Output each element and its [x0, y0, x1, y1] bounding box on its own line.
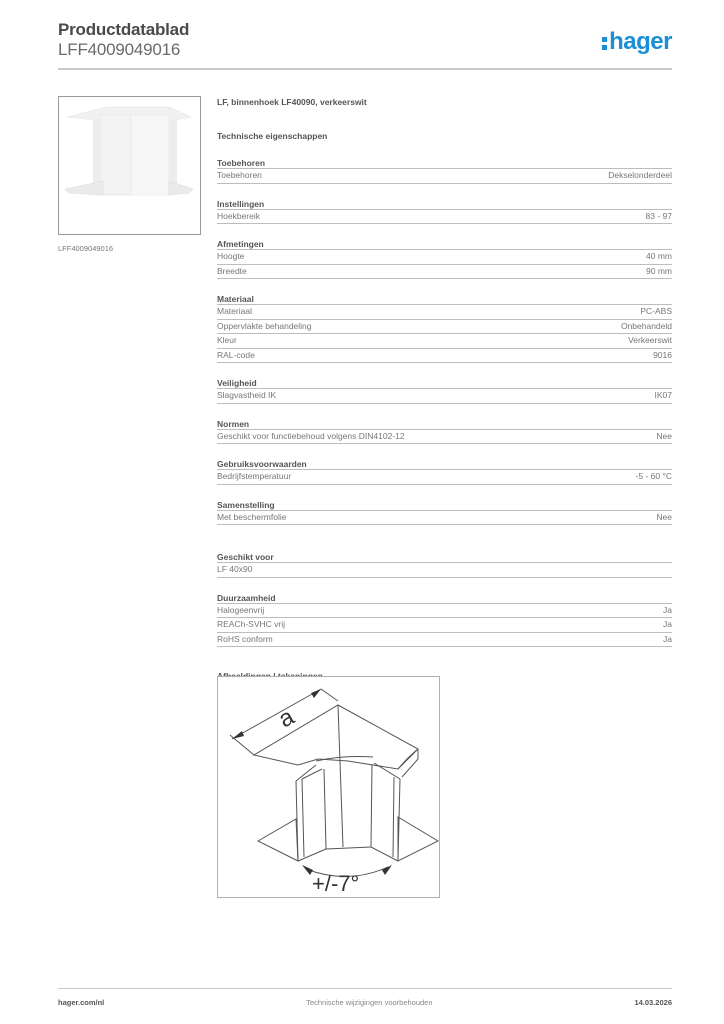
spec-label: LF 40x90: [217, 564, 253, 574]
spec-value: Ja: [663, 633, 672, 644]
group-title: Instellingen: [217, 198, 672, 210]
spec-label: RAL-code: [217, 349, 255, 360]
spec-value: IK07: [654, 390, 672, 400]
technical-section-title: Technische eigenschappen: [217, 131, 328, 141]
spec-value: 90 mm: [646, 265, 672, 276]
footer-disclaimer: Technische wijzigingen voorbehouden: [306, 998, 433, 1007]
group-title: Geschikt voor: [217, 551, 672, 563]
spec-value: Verkeerswit: [628, 335, 672, 345]
spec-value: 83 - 97: [645, 210, 672, 221]
spec-label: Met beschermfolie: [217, 511, 287, 522]
spec-group-veiligheid: [217, 377, 672, 404]
group-title: Normen: [217, 418, 672, 430]
hager-logo: [602, 28, 672, 56]
spec-label: Materiaal: [217, 306, 252, 316]
spec-row: [217, 265, 672, 280]
group-title: Toebehoren: [217, 157, 672, 169]
spec-label: Geschikt voor functiebehoud volgens DIN4102-12: [217, 430, 405, 441]
group-title: Gebruiksvoorwaarden: [217, 458, 672, 470]
page-header: [58, 20, 672, 70]
spec-group-samenstelling: [217, 499, 672, 526]
spec-content: [217, 97, 672, 683]
thumbnail-caption: LFF4009049016: [58, 244, 114, 253]
spec-value: Nee: [656, 430, 672, 441]
logo-text: hager: [609, 28, 672, 55]
spec-row: [217, 618, 672, 633]
spec-group-instellingen: [217, 198, 672, 225]
spec-value: -5 - 60 °C: [635, 471, 672, 481]
product-image-icon: [59, 97, 200, 234]
spec-value: Dekselonderdeel: [608, 170, 672, 180]
spec-row: [217, 349, 672, 364]
spec-row: [217, 305, 672, 320]
spec-label: Hoekbereik: [217, 210, 260, 221]
spec-group-normen: [217, 418, 672, 445]
product-name: LF, binnenhoek LF40090, verkeerswit: [217, 97, 367, 107]
spec-row: [217, 210, 672, 225]
group-title: Veiligheid: [217, 377, 672, 389]
spec-label: Hoogte: [217, 251, 245, 261]
product-thumbnail: [58, 96, 201, 235]
spec-value: 9016: [653, 349, 672, 360]
spec-group-geschikt-voor: [217, 551, 672, 578]
dimension-label: a: [274, 703, 299, 734]
spec-row: [217, 320, 672, 335]
spec-row: [217, 563, 672, 578]
footer-divider: [58, 988, 672, 989]
page-footer: [58, 998, 672, 1007]
spec-group-gebruiksvoorwaarden: [217, 458, 672, 485]
spec-row: [217, 633, 672, 648]
spec-value: Onbehandeld: [620, 320, 672, 331]
spec-row: [217, 169, 672, 184]
spec-label: Bedrijfstemperatuur: [217, 471, 292, 481]
spec-value: Ja: [663, 604, 672, 615]
spec-row: [217, 334, 672, 349]
spec-value: Nee: [656, 511, 672, 522]
footer-date: 14.03.2026: [634, 998, 672, 1007]
footer-website-link[interactable]: hager.com/nl: [58, 998, 105, 1007]
spec-group-afmetingen: [217, 238, 672, 279]
spec-group-toebehoren: [217, 157, 672, 184]
spec-value: PC-ABS: [640, 306, 672, 316]
spec-label: Oppervlakte behandeling: [217, 320, 312, 331]
spec-group-materiaal: [217, 293, 672, 363]
spec-label: Halogeenvrij: [217, 604, 265, 615]
spec-label: Breedte: [217, 265, 247, 276]
spec-label: Kleur: [217, 335, 237, 345]
spec-row: [217, 470, 672, 485]
spec-value: 40 mm: [646, 251, 672, 261]
spec-row: [217, 511, 672, 526]
group-title: Afmetingen: [217, 238, 672, 250]
spec-value: Ja: [663, 619, 672, 629]
header-divider: [58, 68, 672, 70]
technical-drawing: [217, 676, 440, 898]
spec-row: [217, 389, 672, 404]
spec-row: [217, 250, 672, 265]
article-number: LFF4009049016: [58, 40, 181, 59]
spec-label: Toebehoren: [217, 170, 262, 180]
spec-row: [217, 430, 672, 445]
logo-colon-icon: [602, 33, 608, 51]
inner-corner-drawing-icon: [218, 677, 439, 897]
spec-label: REACh-SVHC vrij: [217, 619, 286, 629]
group-title: Samenstelling: [217, 499, 672, 511]
angle-label: +/-7°: [312, 871, 360, 896]
group-title: Materiaal: [217, 293, 672, 305]
spec-group-duurzaamheid: [217, 592, 672, 648]
spec-label: Slagvastheid IK: [217, 390, 277, 400]
group-title: Duurzaamheid: [217, 592, 672, 604]
spec-label: RoHS conform: [217, 633, 273, 644]
page-title: Productdatablad: [58, 20, 190, 39]
spec-row: [217, 604, 672, 619]
